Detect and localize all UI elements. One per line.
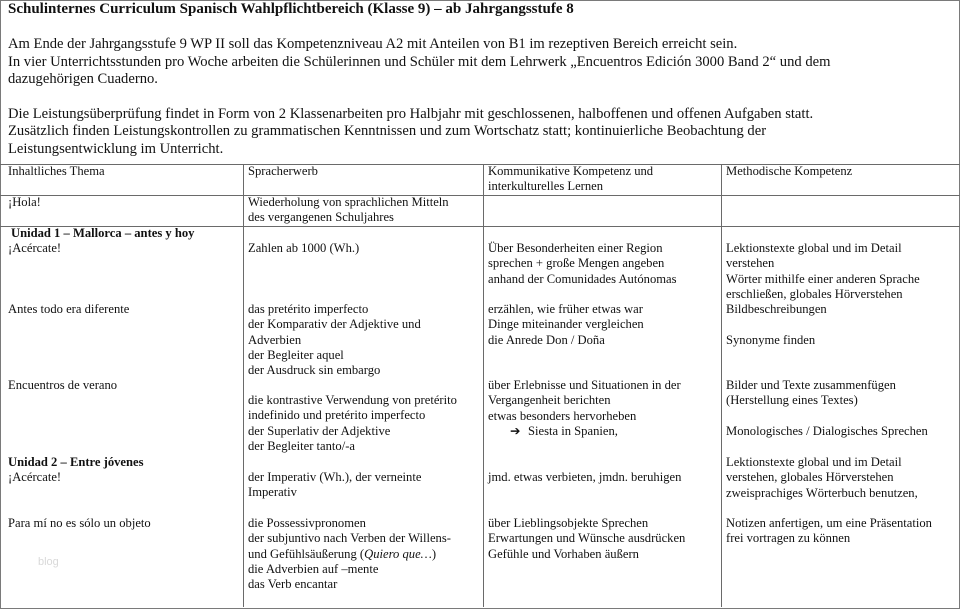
methods-u2-objeto: Notizen anfertigen, um eine Präsentation frei vortragen zu können — [726, 516, 932, 546]
intro-paragraph — [8, 36, 948, 89]
header-grammar: Spracherwerb — [248, 164, 318, 178]
communication-u2-objeto: über Lieblingsobjekte Sprechen Erwartungen und Wünsche ausdrücken Gefühle und Vorhaben äußern — [488, 516, 686, 561]
grammar-u1-acercate: Zahlen ab 1000 (Wh.) — [248, 241, 360, 255]
communication-u1-encuentros: über Erlebnisse und Situationen in der Vergangenheit berichten etwas besonders hervorheben ➔ Siesta in Spanien, — [488, 378, 681, 438]
header-methods: Methodische Kompetenz — [726, 164, 853, 178]
methods-u1-antes: Bildbeschreibungen Synonyme finden — [726, 302, 827, 347]
topic-u1-acercate: ¡Acércate! — [8, 241, 62, 255]
communication-u1-antes: erzählen, wie früher etwas war Dinge miteinander vergleichen die Anrede Don / Doña — [488, 302, 644, 347]
topic-u1-encuentros: Encuentros de verano — [8, 378, 118, 392]
topic-u1-antes: Antes todo era diferente — [8, 302, 130, 316]
intro-section — [8, 36, 948, 158]
grammar-u1-encuentros: die kontrastive Verwendung von pretérito indefinido und pretérito imperfecto der Superlativ der Adjektive der Begleiter tanto/-a — [248, 393, 457, 453]
arrow-right-icon: ➔ — [510, 423, 521, 438]
topic-u2-acercate: ¡Acércate! — [8, 470, 62, 484]
column-divider — [721, 164, 722, 607]
grammar-hola: Wiederholung von sprachlichen Mitteln des vergangenen Schuljahres — [248, 195, 449, 225]
header-row-divider — [0, 195, 960, 196]
column-divider — [483, 164, 484, 607]
assessment-line: Leistungsentwicklung im Unterricht. — [8, 140, 224, 157]
assessment-line: Zusätzlich finden Leistungskontrollen zu grammatischen Kenntnissen und zum Wortschatz statt; kontinuierliche Beobachtung der — [8, 123, 767, 139]
assessment-line: Die Leistungsüberprüfung findet in Form von 2 Klassenarbeiten pro Halbjahr mit geschlossenen, halboffenen und offenen Aufgaben statt. — [8, 105, 814, 122]
unit-2-heading: Unidad 2 – Entre jóvenes — [8, 455, 144, 469]
intro-line: dazugehörigen Cuaderno. — [8, 71, 158, 87]
document-title: Schulinternes Curriculum Spanisch Wahlpflichtbereich (Klasse 9) – ab Jahrgangsstufe 8 — [8, 1, 574, 17]
communication-u1-acercate: Über Besonderheiten einer Region sprechen + große Mengen angeben anhand der Comunidades Autónomas — [488, 241, 677, 286]
topic-u2-objeto: Para mí no es sólo un objeto — [8, 516, 151, 530]
communication-u2-acercate: jmd. etwas verbieten, jmdn. beruhigen — [488, 470, 682, 484]
column-divider — [243, 164, 244, 607]
assessment-paragraph — [8, 106, 948, 159]
topic-hola: ¡Hola! — [8, 195, 41, 209]
grammar-u1-antes: das pretérito imperfecto der Komparativ der Adjektive und Adverbien der Begleiter aquel der Ausdruck sin embargo — [248, 302, 421, 378]
methods-u2-acercate: Lektionstexte global und im Detail verstehen, globales Hörverstehen zweisprachiges Wörterbuch benutzen, — [726, 455, 918, 500]
methods-u1-encuentros: Bilder und Texte zusammenfügen (Herstellung eines Textes) Monologisches / Dialogisches Sprechen — [726, 378, 928, 438]
intro-line: In vier Unterrichtsstunden pro Woche arbeiten die Schülerinnen und Schüler mit dem Lehrwerk „Encuentros Edición 3000 Band 2“ und dem — [8, 53, 831, 70]
watermark: blog — [38, 556, 59, 568]
header-topic: Inhaltliches Thema — [8, 164, 105, 178]
intro-line: Am Ende der Jahrgangsstufe 9 WP II soll das Kompetenzniveau A2 mit Anteilen von B1 im rezeptiven Bereich erreicht sein. — [8, 36, 738, 52]
unit-1-heading: Unidad 1 – Mallorca – antes y hoy — [11, 226, 195, 240]
methods-u1-acercate: Lektionstexte global und im Detail verstehen Wörter mithilfe einer anderen Sprache erschließen, globales Hörverstehen — [726, 241, 920, 301]
grammar-u2-objeto: die Possessivpronomen der subjuntivo nach Verben der Willens- und Gefühlsäußerung (Quiero que…) die Adverbien auf –mente das Verb encantar — [248, 516, 451, 592]
header-communication: Kommunikative Kompetenz und interkulturelles Lernen — [488, 164, 654, 194]
grammar-u2-acercate: der Imperativ (Wh.), der verneinte Imperativ — [248, 470, 422, 500]
